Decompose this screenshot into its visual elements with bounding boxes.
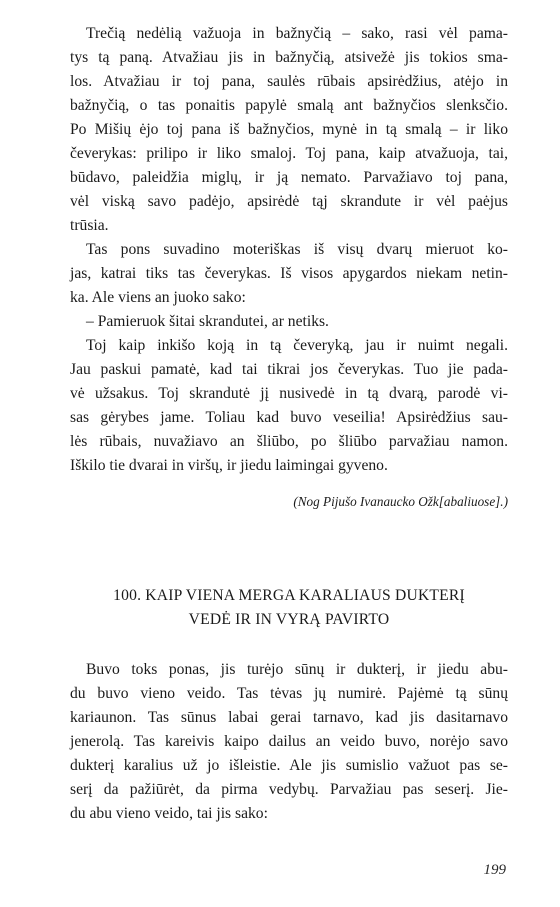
paragraph-4 bbox=[70, 334, 508, 478]
text-line: Iškilo tie dvarai in viršų, ir jiedu laimingai gyveno. bbox=[70, 457, 388, 474]
text-line: Tas pons suvadino moteriškas iš visų dvarų mieruot ko- bbox=[86, 241, 508, 258]
paragraph-3 bbox=[70, 310, 508, 334]
text-line: Jau paskui pamatė, kad tai tikrai jos čeverykas. Tuo jie pada- bbox=[70, 361, 508, 378]
text-line: los. Atvažiau ir toj pana, saulės rūbais apsirėdžius, atėjo in bbox=[70, 73, 508, 90]
text-line: vė užsakus. Toj skrandutė jį nusivedė in tą dvarą, parodė vi- bbox=[70, 385, 508, 402]
text-line: lės rūbais, nuvažiavo an šliūbo, po šliūbo parvažiau namon. bbox=[70, 433, 508, 450]
text-line: sas gėrybes jame. Toliau kad buvo veseilia! Apsirėdžius sau- bbox=[70, 409, 508, 426]
text-line: vėl viską savo padėjo, apsirėdė tąj skrandute ir vėl paėjus bbox=[70, 193, 508, 210]
text-line: du buvo vieno veido. Tas tėvas jų numirė. Pajėmė tą sūnų bbox=[70, 685, 508, 702]
page-number: 199 bbox=[483, 862, 506, 878]
text-line: – Pamieruok šitai skrandutei, ar netiks. bbox=[86, 313, 329, 330]
text-line: jas, katrai tiks tas čeverykas. Iš visos apygardos niekam netin- bbox=[70, 265, 508, 282]
text-line: būdavo, paleidžia miglų, ir ją nemato. Parvažiavo toj pana, bbox=[70, 169, 508, 186]
text-line: tys tą paną. Atvažiau jis in bažnyčią, atsivežė jis tokios sma- bbox=[70, 49, 508, 66]
story-paragraph bbox=[70, 658, 508, 826]
text-line: Buvo toks ponas, jis turėjo sūnų ir dukterį, ir jiedu abu- bbox=[86, 661, 508, 678]
text-line: bažnyčią, o tas ponaitis papylė smalą ant bažnyčios slenksčio. bbox=[70, 97, 508, 114]
text-line: čeverykas: prilipo ir liko smaloj. Toj pana, kaip atvažuoja, tai, bbox=[70, 145, 508, 162]
paragraph-1 bbox=[70, 22, 508, 238]
text-line: kariaunon. Tas sūnus labai gerai tarnavo, kad jis dasitarnavo bbox=[70, 709, 508, 726]
text-line: jenerolą. Tas kareivis kaipo dailus an veido buvo, norėjo savo bbox=[70, 733, 508, 750]
text-line: Toj kaip inkišo koją in tą čeveryką, jau ir nuimt negali. bbox=[86, 337, 508, 354]
text-line: ka. Ale viens an juoko sako: bbox=[70, 289, 246, 306]
paragraph-2 bbox=[70, 238, 508, 310]
book-page bbox=[70, 22, 508, 826]
text-line: serį da pažiūrėt, da pirma vedybų. Parvažiau pas seserį. Jie- bbox=[70, 781, 508, 798]
text-line: Po Mišių ėjo toj pana iš bažnyčios, mynė in tą smalą – ir liko bbox=[70, 121, 508, 138]
text-line: Trečią nedėlią važuoja in bažnyčią – sako, rasi vėl pama- bbox=[86, 25, 508, 42]
source-note: (Nog Pijušo Ivanaucko Ožk[abaliuose].) bbox=[293, 494, 508, 509]
text-line: du abu vieno veido, tai jis sako: bbox=[70, 805, 268, 822]
text-line: trūsia. bbox=[70, 217, 109, 234]
chapter-heading-line: 100. KAIP VIENA MERGA KARALIAUS DUKTERĮ bbox=[113, 587, 465, 604]
chapter-heading-line: VEDĖ IR IN VYRĄ PAVIRTO bbox=[188, 611, 390, 628]
text-line: dukterį karalius už jo išleistie. Ale jis sumislio važuot pas se- bbox=[70, 757, 508, 774]
chapter-heading bbox=[70, 584, 508, 632]
